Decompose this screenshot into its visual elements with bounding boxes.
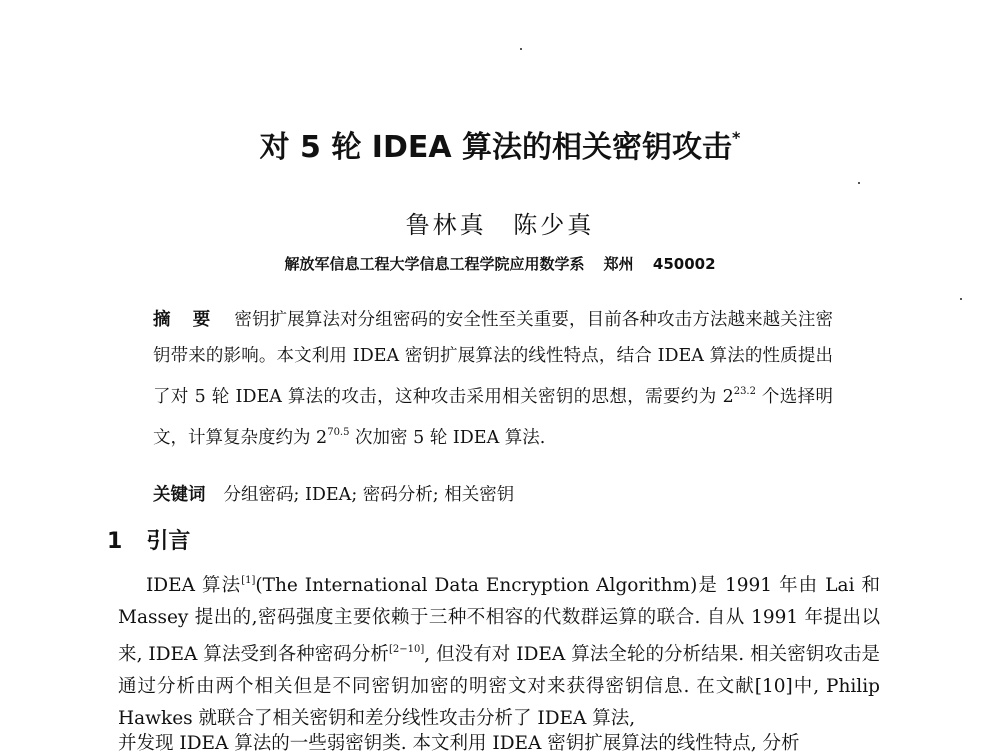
scan-speck <box>858 182 860 184</box>
paper-title <box>0 122 1000 166</box>
citation-ref-2: [2−10] <box>388 644 425 655</box>
keywords <box>153 481 514 506</box>
section-title: 引言 <box>146 529 191 554</box>
title-text: 对 5 轮 IDEA 算法的相关密钥攻击 <box>259 130 733 165</box>
body-text-3: , 但没有对 IDEA 算法全轮的分析结果. 相关密钥攻击是通过分析由两个相关但是不同密钥加密的明密文对来获得密钥信息. 在文献[10]中, Philip Hawkes 就联合了相关密钥和差分线性攻击分析了 IDEA 算法, <box>118 644 880 729</box>
body-text-2: (The International Data Encryption Algorithm)是 1991 年由 Lai 和 Massey 提出的,密码强度主要依赖于三种不相容的代数群运算的联合. 自从 1991 年提出以来, IDEA 算法受到各种密码分析 <box>118 575 880 665</box>
paper-authors: 鲁林真 陈少真 <box>405 211 595 239</box>
abstract-label: 摘 要 <box>153 310 219 330</box>
abstract-text-3: 次加密 5 轮 IDEA 算法. <box>349 428 546 448</box>
scan-speck <box>520 48 522 50</box>
title-footnote-mark: * <box>732 128 741 147</box>
abstract-text-2: 个选择明文，计算复杂度约为 2 <box>153 387 834 448</box>
keywords-label: 关键词 <box>153 485 206 505</box>
keywords-text: 分组密码; IDEA; 密码分析; 相关密钥 <box>223 485 515 505</box>
abstract-text-1: 密钥扩展算法对分组密码的安全性至关重要，目前各种攻击方法越来越关注密钥带来的影响。本文利用 IDEA 密钥扩展算法的线性特点，结合 IDEA 算法的性质提出了对 5 轮 IDEA 算法的攻击，这种攻击采用相关密钥的思想，需要约为 2 <box>153 310 833 407</box>
section-number: 1 <box>107 529 123 554</box>
scan-speck <box>960 298 962 300</box>
citation-ref-1: [1] <box>241 575 256 586</box>
body-cut-line: 并发现 IDEA 算法的一些弱密钥类. 本文利用 IDEA 密钥扩展算法的线性特点, 分析 <box>118 733 800 754</box>
author-affiliation: 解放军信息工程大学信息工程学院应用数学系 郑州 450002 <box>284 255 716 273</box>
body-paragraph <box>118 565 880 735</box>
body-text-1: IDEA 算法 <box>146 575 242 596</box>
abstract-exponent-1: 23.2 <box>733 386 756 397</box>
abstract-exponent-2: 70.5 <box>327 427 350 438</box>
abstract <box>153 302 833 456</box>
section-heading <box>107 524 190 555</box>
